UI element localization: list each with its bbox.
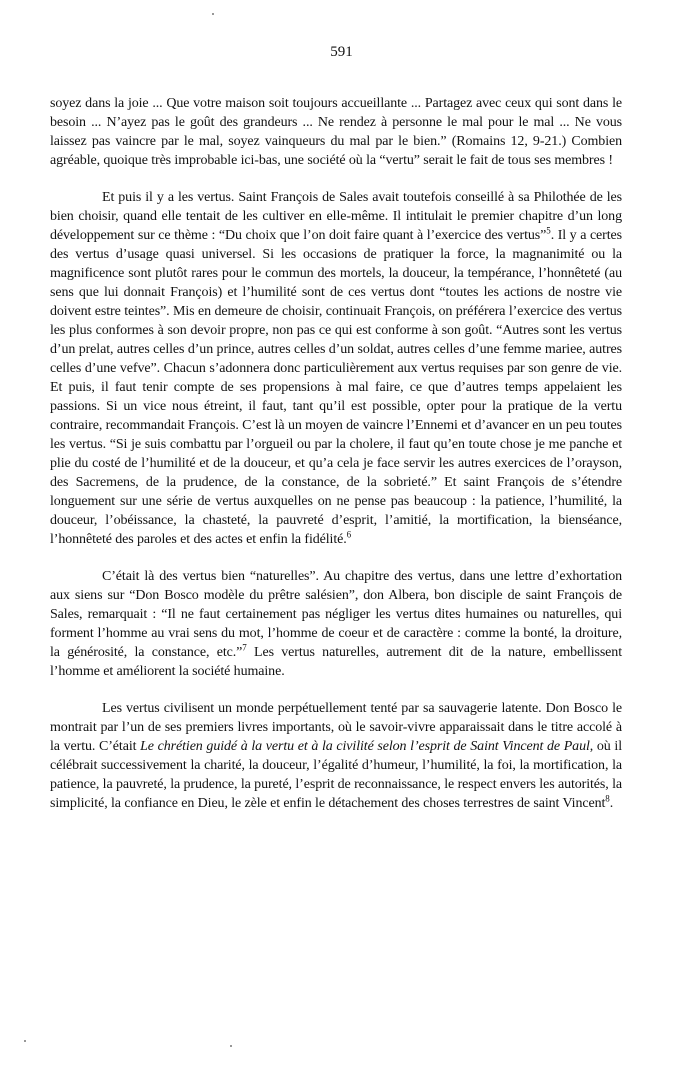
scan-speck: [24, 1040, 26, 1042]
paragraph-4-text: Les vertus civilisent un monde perpétuellement tenté par sa sauvagerie latente. Don Bosco le montrait par l’un de ses premiers livres importants, où le savoir-vivre apparaissait dans le titre accolé à la vertu. C’était: [50, 701, 622, 754]
book-title: Le chrétien guidé à la vertu et à la civilité selon l’esprit de Saint Vincent de Paul: [140, 739, 590, 754]
paragraph-2-text: Et puis il y a les vertus. Saint François de Sales avait toutefois conseillé à sa Philothée de les bien choisir, quand elle tentait de les cultiver en elle-même. Il intitulait le premier chapitre d’un long développement sur ce thème : “Du choix que l’on doit faire quant à l’exercice des vertus”: [50, 190, 622, 243]
paragraph-2: [50, 188, 622, 549]
paragraph-1-text: soyez dans la joie ... Que votre maison soit toujours accueillante ... Partagez avec ceux qui sont dans le besoin ... N’ayez pas le goût des grandeurs ... Ne rendez à personne le mal pour le mal ... Ne vous laissez pas vaincre par le mal, soyez vainqueurs du mal par le bien.” (Romains 12, 9-21.) Combien agréable, quoique très improbable ici-bas, une société où la “vertu” serait le fait de tous ses membres !: [50, 96, 622, 168]
footnote-ref-8: 8: [605, 793, 610, 804]
paragraph-2-text-cont: . Il y a certes des vertus d’usage quasi universel. Si les occasions de pratiquer la force, la magnanimité ou la magnificence sont plutôt rares pour le commun des mortels, la douceur, la tempérance, l’honnêteté (au sens que lui donnait François) et l’humilité sont de ces vertus dont “toutes les actions de nostre vie doivent estre teintes”. Mis en demeure de choisir, continuait François, on préférera l’exercice des vertus les plus conformes à son devoir propre, non pas ce qui est conforme à son goût. “Autres sont les vertus d’un prelat, autres celles d’un prince, autres celles d’un soldat, autres celles d’une femme mariee, autres celles d’une vefve”. Chacun s’adonnera donc particulièrement aux vertus requises par son genre de vie. Et puis, il faut tenir compte de ses propensions à mal faire, ce que d’autres temps appelaient les passions. Si un vice nous étreint, il faut, tant qu’il est possible, opter pour la pratique de la vertu contraire, recommandait François. C’est là un moyen de vaincre l’Ennemi et d’avancer en un peu toutes les vertus. “Si je suis combattu par l’orgueil ou par la cholere, il faut qu’en toute chose je me panche et plie du costé de l’humilité et de la douceur, et qu’a cela je face servir les autres exercices de l’orayson, des Sacremens, de la prudence, de la constance, de la sobrieté.” Et saint François de s’étendre longuement sur une série de vertus auxquelles on ne pense pas beaucoup : la patience, l’humilité, la douceur, l’obéissance, la chasteté, la pauvreté d’esprit, l’amitié, la mortification, la bienséance, l’honnêteté des paroles et des actes et enfin la fidélité.: [50, 228, 622, 547]
scan-speck: [230, 1045, 232, 1047]
body-text: [50, 94, 622, 813]
footnote-ref-6: 6: [346, 529, 352, 540]
footnote-ref-5: 5: [546, 225, 551, 236]
scan-speck: [212, 13, 214, 15]
paragraph-1: [50, 94, 622, 170]
paragraph-3-text: C’était là des vertus bien “naturelles”. Au chapitre des vertus, dans une lettre d’exhortation aux siens sur “Don Bosco modèle du prêtre salésien”, don Albera, bon disciple de saint François de Sales, remarquait : “Il ne faut certainement pas négliger les vertus dites humaines ou naturelles, qui forment l’homme au vrai sens du mot, l’homme de coeur et de caractère : comme la bonté, la droiture, la générosité, la constance, etc.”: [50, 569, 622, 660]
footnote-ref-7: 7: [242, 642, 247, 653]
paragraph-4-text-cont: , où il célébrait successivement la charité, la douceur, l’égalité d’humeur, l’humilité, la foi, la mortification, la patience, la pauvreté, la prudence, la pureté, l’esprit de reconnaissance, le respect envers les autorités, la simplicité, la confiance en Dieu, le zèle et enfin le détachement des choses terrestres de saint Vincent: [50, 739, 622, 811]
page-number: 591: [330, 44, 353, 60]
paragraph-4: [50, 699, 622, 813]
paragraph-3: [50, 567, 622, 681]
paragraph-4-text-end: .: [609, 796, 614, 811]
paragraph-3-text-cont: Les vertus naturelles, autrement dit de la nature, embellissent l’homme et améliorent la société humaine.: [50, 645, 622, 679]
